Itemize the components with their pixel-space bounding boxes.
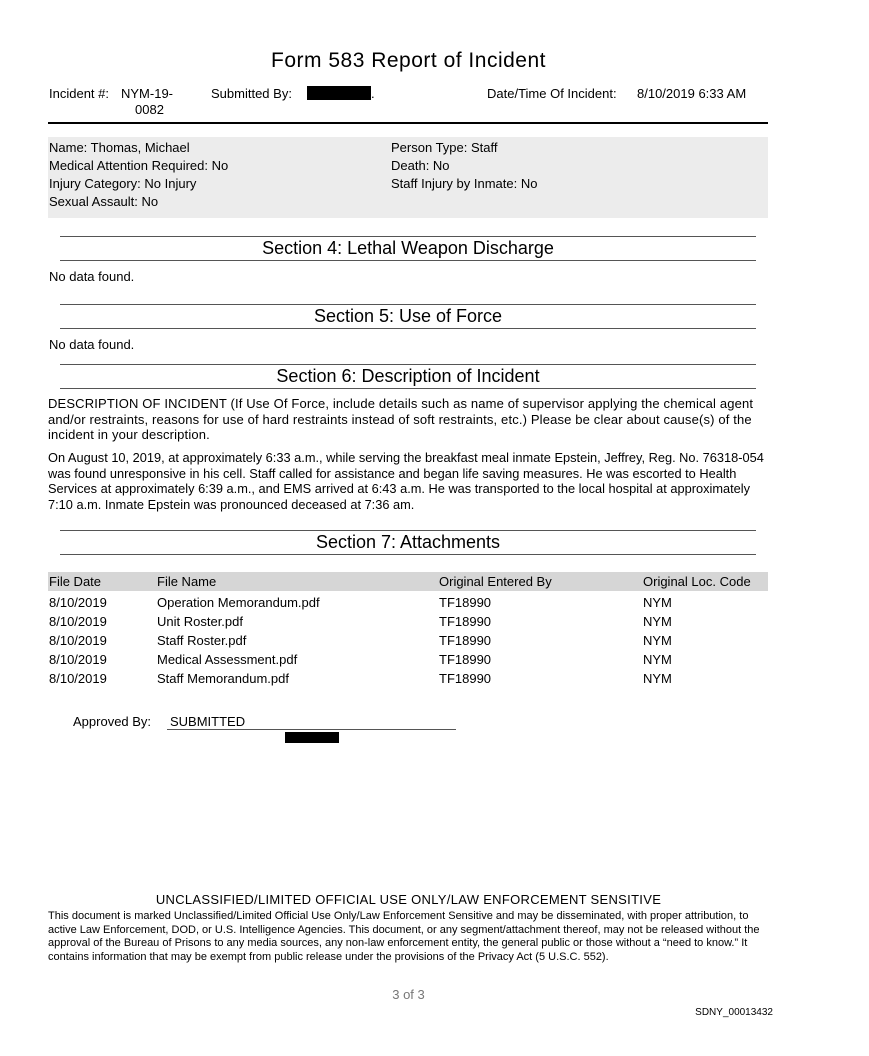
table-cell-file-date: 8/10/2019	[49, 671, 107, 686]
section6-bottom-rule	[60, 388, 756, 389]
table-cell-loc-code: NYM	[643, 671, 672, 686]
section5-bottom-rule	[60, 328, 756, 329]
classification-heading: UNCLASSIFIED/LIMITED OFFICIAL USE ONLY/LAW ENFORCEMENT SENSITIVE	[155, 892, 662, 907]
sexual-assault: Sexual Assault: No	[49, 194, 159, 209]
section4-top-rule	[60, 236, 756, 237]
submitted-by-label: Submitted By:	[211, 86, 292, 101]
column-header-file-date: File Date	[49, 574, 102, 589]
medical-attention: Medical Attention Required: No	[49, 158, 229, 173]
table-cell-loc-code: NYM	[643, 614, 672, 629]
section7-title: Section 7: Attachments	[315, 532, 501, 552]
section5-body: No data found.	[49, 337, 135, 352]
incident-number-line1: NYM-19-	[121, 86, 174, 101]
column-header-file-name: File Name	[157, 574, 217, 589]
person-type: Person Type: Staff	[391, 140, 498, 155]
approved-by-label: Approved By:	[73, 714, 152, 729]
section7-bottom-rule	[60, 554, 756, 555]
table-cell-loc-code: NYM	[643, 652, 672, 667]
table-cell-entered-by: TF18990	[439, 633, 492, 648]
table-cell-file-date: 8/10/2019	[49, 652, 107, 667]
table-cell-loc-code: NYM	[643, 595, 672, 610]
section5-title: Section 5: Use of Force	[313, 306, 503, 326]
table-cell-entered-by: TF18990	[439, 652, 492, 667]
approver-redaction	[285, 732, 339, 743]
incident-number-line2: 0082	[135, 102, 164, 117]
section7-top-rule	[60, 530, 756, 531]
table-cell-entered-by: TF18990	[439, 671, 492, 686]
incident-label: Incident #:	[49, 86, 109, 101]
section4-title: Section 4: Lethal Weapon Discharge	[262, 238, 554, 258]
incident-narrative: On August 10, 2019, at approximately 6:33 a.m., while serving the breakfast meal inmate Epstein, Jeffrey, Reg. No. 76318-054 was found unresponsive in his cell. Staff called for assistance and began life saving measures. He was escorted to Health Services at approximately 6:39 a.m., and EMS arrived at 6:43 a.m. He was transported to the local hospital at approximately 7:10 a.m. Inmate Epstein was pronounced deceased at 7:36 am.	[48, 450, 764, 512]
person-name: Name: Thomas, Michael	[49, 140, 190, 155]
form-title: Form 583 Report of Incident	[271, 49, 546, 72]
classification-notice: This document is marked Unclassified/Limited Official Use Only/Law Enforcement Sensitive and may be disseminated, with proper attribution, to active Law Enforcement, DOD, or U.S. Intelligence Agencies. This document, or any segment/attachment thereof, may not be released without the approval of the Bureau of Prisons to any media sources, any non-law enforcement entity, the general public or those without a “need to know.” It contains information that may be exempt from public release under the provisions of the Privacy Act (5 U.S.C. 552).	[48, 910, 760, 963]
column-header-loc-code: Original Loc. Code	[643, 574, 751, 589]
approved-by-value: SUBMITTED	[170, 714, 246, 729]
datetime-label: Date/Time Of Incident:	[487, 86, 617, 101]
table-cell-file-name[interactable]: Unit Roster.pdf	[157, 614, 243, 629]
table-cell-loc-code: NYM	[643, 633, 672, 648]
table-cell-file-date: 8/10/2019	[49, 633, 107, 648]
submitted-by-period: .	[371, 86, 375, 101]
table-cell-entered-by: TF18990	[439, 614, 492, 629]
bates-number: SDNY_00013432	[695, 1007, 773, 1018]
table-cell-file-name[interactable]: Operation Memorandum.pdf	[157, 595, 320, 610]
staff-injury: Staff Injury by Inmate: No	[391, 176, 538, 191]
table-cell-file-date: 8/10/2019	[49, 614, 107, 629]
section4-body: No data found.	[49, 269, 135, 284]
approval-signature-line	[167, 729, 456, 730]
injury-category: Injury Category: No Injury	[49, 176, 197, 191]
table-cell-entered-by: TF18990	[439, 595, 492, 610]
datetime-value: 8/10/2019 6:33 AM	[637, 86, 747, 101]
submitted-by-redaction	[307, 86, 371, 100]
description-prompt: DESCRIPTION OF INCIDENT (If Use Of Force, include details such as name of supervisor applying the chemical agent and/or restraints, reasons for use of hard restraints instead of soft restraints, etc.) Please be clear about cause(s) of the incident in your description.	[48, 396, 754, 442]
section6-top-rule	[60, 364, 756, 365]
table-cell-file-name[interactable]: Staff Roster.pdf	[157, 633, 247, 648]
page-number: 3 of 3	[392, 987, 425, 1002]
death: Death: No	[391, 158, 450, 173]
section6-title: Section 6: Description of Incident	[276, 366, 540, 386]
table-cell-file-date: 8/10/2019	[49, 595, 107, 610]
header-divider	[48, 122, 768, 124]
table-cell-file-name[interactable]: Staff Memorandum.pdf	[157, 671, 289, 686]
section4-bottom-rule	[60, 260, 756, 261]
column-header-entered-by: Original Entered By	[439, 574, 552, 589]
table-cell-file-name[interactable]: Medical Assessment.pdf	[157, 652, 298, 667]
section5-top-rule	[60, 304, 756, 305]
